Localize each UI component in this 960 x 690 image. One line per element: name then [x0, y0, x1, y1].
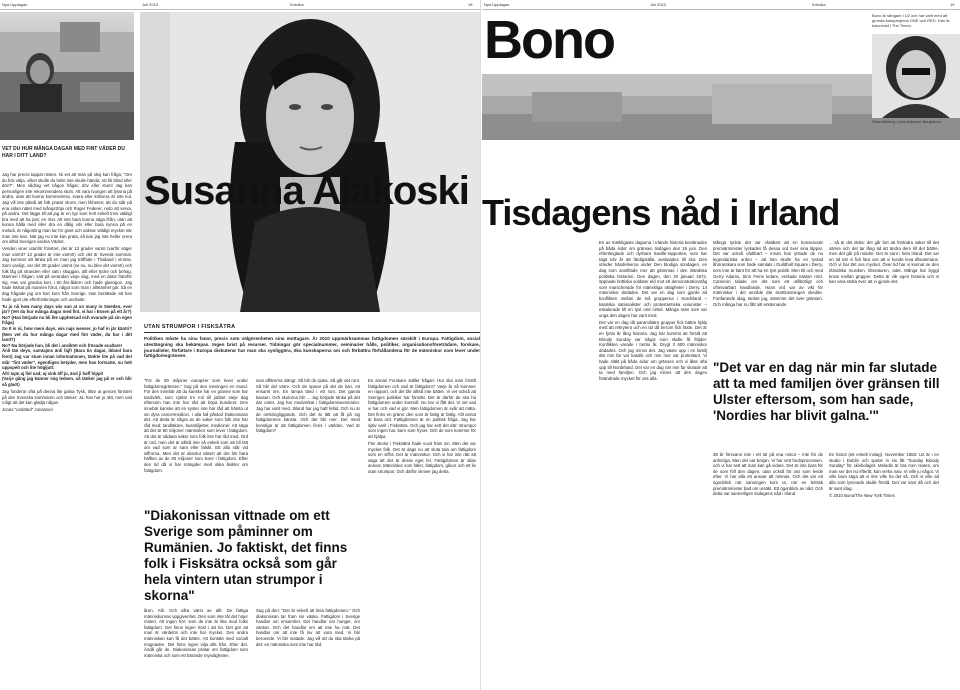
- closing-paragraph: Jag funderar ofta på denna lite galna Tysk, tittar ut genom fönstret på den Svenska sommaren och tänker: Ja, han har ju rätt, men vad roligt att det kan glädja någon.: [2, 389, 132, 406]
- header-date: Juli 2010: [142, 2, 159, 7]
- left-body-text: [2, 172, 132, 686]
- author-photo: [0, 12, 134, 140]
- col-paragraph: Fler skolor i Fisksätra hade vuxit fram sin. Men det var mycket folk. Det är dags nu att sluta tala om fattigdom som en siffra. Det är människor. Och vi har inte rätt att säga att det är deras eget fel. Fattigdomen är allas ansvar. Människor som faller, fattigdom, gåvor och ett liv utan strumpor. Och därför skriver jag detta.: [368, 441, 476, 474]
- col-paragraph: som affärerna slängt. Så blir de sjuka. Så går det runt. Så blir det värre. Och de sparar på det de kan, ett ensamt öre. En lampa tänd i ett rum. Det gamla kassen. Och skolorna blir ... Jag började tänka på det där ordet. Jag har medverkat i fattigdomsseminarier. Jag har varit med. Ibland har jag haft feltid. Och nu är de omkringliggande. Och det är lätt att få på sig fattigdomens känsla. Och det blir mer. Det mest konstiga är att fattigdomen finns i världen. Vad är fattigdom?: [256, 378, 360, 434]
- subhead-rule: [144, 332, 480, 333]
- headline-right: Tisdagens nåd i Irland: [482, 192, 840, 233]
- pull-quote-right: "Det var en dag när min far slutade att ta med familjen över gränsen till Ulster eftersom, som han sade, 'Nordies har blivit galna.'": [713, 360, 940, 423]
- col-paragraph: Många tyckte det var ofattbart att en konservativ premiärminister lyckades få dessa ord över sina läppar. Det var också ofattbart – innan han yttrade de nu legendariska orden – att han skulle ha en tystad åhörarskara som hade samlats i Guildhall Square i Derry, som inte är känt för att ha en tyst publik. Men till och med Gerry Adams, Sinn Feins ledare, verkade nästan rörd. Cameron talade om det som ett otillbörligt och oförsvarbart handlande. Hans ord var av vikt för människor i det område där skottlossningen skedde. Fortfarande idag, tänkte jag, stämmer det över gränsen. Och många har nu fått sitt erkännande.: [713, 240, 823, 307]
- intro-question: VET DU HUR MÅNGA DAGAR MED FINT VÄDER DU HAR I DITT LAND?: [2, 146, 125, 159]
- right-article-col-3: [829, 240, 939, 358]
- col-paragraph: 38 år försvann inte i ett tal på ena minut – inte för de anhöriga. Men det var början. Vi har sett fredsprocessen, och vi har sett att man kan gå vidare. Det är inte bara för de som föll den dagen, utan också för oss som levde efter. Vi har alla ett ansvar att minnas. Och det var ett ögonblick när sanningen kom ut, när en brittisk premiärminister bad om ursäkt. Ett ögonblick av nåd. Och detta var sannerligen tisdagens nåd i Irland.: [713, 452, 823, 497]
- col-paragraph: En av märkligaste dagarna i Irlands historia bevittnades på båda sidor om gränsen tisdagen den 15 juni. Den efterlängtade och dyrbara Saville-rapporten, som har tagit tolv år att färdigställa, avslutades till slut. Den utreder händelserna under Den blodiga söndagen, en dag som anstiftade mer att glömmas i den irländska politiska historien. Den dagen, den 30 januari 1972, öppnade brittiska soldater eld mot ett demonstrationståg som marscherade för mänskliga rättigheter i Derry. 14 människor dödades. Det var en dag som gjorde att konflikten mellan de två grupperna i Nordirland – katolska nationalister och protestantiska unionister – eskalerade till en tyst ond cirkel. Många män som var unga den dagen har varit med.: [599, 240, 707, 318]
- col-paragraph: åren. Allt. Och allra värst av allt: De fattiga människornas uppgivenhet. Den som inte tål det höjer rösten. Att ingen hör; som de inte är lika med folks fattigdom. Det finns ingen tröst i att ha. Det gör att man är värdelös och inte har mycket. Den andra människan kan få det bättre. Att kontakt med socialt mognaden. Det finns ingen vilja alls från. Efter det. Ändå går de. Diakonissan pratar om fattigdom som människa och som ett bärande myndigheten.: [144, 608, 248, 658]
- right-article-col-2: [713, 240, 823, 358]
- left-article-col-1b: [144, 608, 248, 688]
- dialogue-paragraph: Tu jo nå how many days wis sun at so many in Sweden, ever jär? (Vet du hur många dagar med fint, vi har i Essen på ett år?) No? (Han började nu bli lite upphetsad och svarade på sin egen fråga) So It is ni, how meni days, wis najs wesser, jo haf in jär käntri? (Men vet du hur många dagar med fint väder, du har i ditt land?) No? Nu började han, bli det i ansiktet och frösade ecaltare! Änli tän deys, samtajms änli fajf! (Bara tio dagar, ibland bara fem!) Jag var stum innan informationen, tänkte lite på vad det står "fint väder", egentligen betyder, men han fortsatte, nu helt uppspelt och lite högljutt: Äfri tajm aj fiel sad; aj sink äff ju, änd ji haff hippi! (Varje gång jag känner mig ledsen, så tänker jag på er och blir så glad!): [2, 303, 132, 387]
- header-column: Krönika: [812, 2, 826, 7]
- left-article-col-2b: [256, 608, 360, 688]
- body-paragraph: Jag har precis tappat rösten. Ni vet att man på skoj kan fråga; "Om du fick välja, vilket skulle du helst inte skulle hända: Att bli blind eller döv?". Men sådrag vet någon frågar; döv eller stum! Jag kan personligen inte rekommendera stum. Att vara tvungen att lyssna på andra, utan att kunna kommentera, svara eller kritisera är inte kul. Jag vill inte påstå att folk pratar strunt, men likheten; att du står på ena sidan nätet med tvångströja och Roger Federer, redo att serva, på andra. Det läggs till att jag är en typ som helt enkelt trivs väldigt bra med att ha just; en röst. Att inte bara kunna säga ifrån, utan att kunna hålla med eller dra en dålig vits eller bara nynna på en melodi, är någonting man tar för givet och saknar väldigt mycket när man inte kan. När jag nu inte kan prata, så kan jag inte heller orera om alltid Sveriges vackra Vädret.: [2, 172, 132, 245]
- headline-left: Susanna Alakoski: [144, 169, 469, 213]
- right-article-col-1: [599, 240, 707, 688]
- col-paragraph: Det var en dag då paramilitära grupper fick bättre hjälp med att rekrytera och en tid då terrorn fick fäste. Det är en fyrtio år lång historia. Jag har kommit att förstå att Bloody Sunday var något som skulle få följder. Konflikten varade i trettio år. Drygt 3 600 människor dödades. Och jag minns det. Jag växte upp i en familj där min far var katolik och min mor var protestant. Vi hade släkt på båda sidor om gränsen och vi åkte ofta upp till Nordirland. Det var en dag när min far slutade att ta med familjen. Och jag minns att den dagen förändrade mycket för oss alla.: [599, 319, 707, 381]
- masthead: Bono: [484, 10, 614, 70]
- left-article-col-2: [256, 378, 360, 502]
- page-number: 19: [950, 2, 955, 7]
- right-page: [482, 0, 960, 690]
- left-article-col-3: [368, 378, 476, 688]
- page-number: 18: [468, 2, 473, 7]
- header-section: Nya Upplagan: [2, 2, 28, 7]
- photo-caption: Översättning: Lotta Askaner Bergström: [872, 119, 941, 124]
- header-column: Krönika: [290, 2, 304, 7]
- col-paragraph: ... så är det detta: det går fort att förändra saker till det sämre och det tar lång tid att ändra dem till det bättre, men det går på mindre. Det är sant i hela Irland. Det var en tid när vi fick lära oss att vi kunde leva tillsammans. Och vi har lärt oss mycket. Över tid har vi kunnat se den irländska musiken, litteraturen, ödet. Många har byggt broar mellan grupper. Detta är vår egen historia och vi kan vara stolta över att vi gjorde det.: [829, 240, 939, 285]
- col-paragraph: En annan Forskare ställer frågan: Hur ska man förstå fattigdomen och vad är fattigdom? Varje år så kommer en rapport, och det blir alltså inte bättre. Vi vet också att Sveriges politiker har försökt. Det är därför de ska ha fattigdomen under kontroll. Nu har vi fått det. Vi vet vad vi har och vad vi gör. Men fattigdomen är svår att mäta. Det finns en gräns: den som är fattig är fattig. Allt annat är bara ord. Fattigdomen är en politisk fråga. Jag har själv varit i Fisksätra. Och jag har sett det där: strumpor som ingen har, barn som fryser. Och de som kommer för att hjälpa.: [368, 378, 476, 439]
- page-gutter: [480, 0, 481, 690]
- feature-photo: [140, 12, 480, 312]
- subhead: UTAN STRUMPOR I FISKSÄTRA: [144, 324, 236, 330]
- bono-photo: [872, 34, 960, 118]
- left-article-col-1: [144, 378, 248, 502]
- right-article-col-2b: [713, 452, 823, 688]
- lead-paragraph: Politiken måste ha sina fanor, precis som välgörenheten sina mottagare. År 2010 uppmärksammas fattigdomen särskilt i Europa. Fattigdom, social utestängning ska bekämpas. Ingen brist på resurser. Tidningar gör specialnummer, seminarier hålls, politiker, organisationsföreträdare, forskare, journalister, författare i Europa diskuterar hur man ska synliggöra, öka kunskaperna om och förbättra förhållandena för de människor som lever under fattigdomsgränsen.: [144, 336, 480, 359]
- right-article-col-3b: [829, 452, 939, 688]
- credit: © 2010 Bono/The New York Times: [829, 492, 895, 498]
- pull-quote-left: "Diakonissan vittnade om ett Sverige som påminner om Rumänien. Jo faktiskt, det finns folk i Fisksätra också som går hela vintern utan strumpor i skorna": [144, 508, 348, 603]
- col-paragraph: En fotnot (ett enkelt inslag). November 1983: U2 är i en studio i Dublin och spelar in sin låt "Sunday Bloody Sunday" för skivbolaget. Melodin är bra men texten, om man ser det nu efteråt, kan verka naiv. Vi ville ju något. Vi ville bara säga att vi inte ville ha det så. Och vi ville att alla som lyssnade skulle förstå. Det var sant då och det är sant idag.: [829, 452, 939, 491]
- col-paragraph: "För de 80 miljoner européer som lever under fattigdomsgränsen." Sug på den meningen en stund. För den innebär att du kanske har en granne som har tandvärk, som cyklar tre mil till jobbet varje dag eftersom han inte har råd att köpa busskort. Den innebär kanske att en syster inte har råd att hämta ut sin dyra cancermedicin. I alla fall påstod Diakonissan det. Att detta är några av de saker som folk inte har råd med: tandläkare, bussbiljetter, mediciner. Att säga att det är 80 miljoner människor som lever i fattigdom. Att det är sådana saker som folk inte har råd med. Ord är ord, men det är alltså inte så enkelt som att bli lätt om vad som är sant eller falskt. Ett alla står vid siffrorna. Men det är absolut säkert att det blir bara hälften av de 80 miljoner som lever i fattigdom. Efter den tid då vi har mängder med olika åsikter om fattigdom.: [144, 378, 248, 473]
- header-rule: [0, 9, 480, 10]
- header-date: Juli 2010: [650, 2, 667, 7]
- body-paragraph: Venden viner utanför fönstret, det är 13 grader varmt (varför säger man varmt? 13 grader är inte varmt!) och det är Svensk sommar. Jag kommer att tänka på en man jag träffade i Thailand i vintras. Som vanligt, var det 30 grader varmt (se nu, nu blev det varmt!) och folk låg på stranden eller satt i skuggan, allt efter tycke och behag. Mannen i frågan; satt på verandan varje dag, med en dator framför sig. Han var ganska kort, i 60 års-åldern och hade glasögon. Jag hade hälsat på mannen förut, något som man i allmänhet gör. Så en dag frågade jag om han kom från Sverige. Han berättade att han hade gjort ute efterforskningar och undrade:: [2, 246, 132, 302]
- byline-note: Bono är sångare i U2 och har varit med att grunda kampanjerna ONE och RED. Han är kolumnist i The Times.: [872, 13, 950, 28]
- signature: Jonas "undated" Jonasson: [2, 407, 53, 413]
- header-section: Nya Upplagan: [484, 2, 510, 7]
- col-paragraph: Sug på den: "Det är enkelt att lösa fattigdomen." Och diakonissan tar fram sin väska. Fattigdom i Sverige handlar om ensamhet. Det handlar om hunger, om väntan. Och det handlar om att inte ha mat. Det handlar om att inte få lov att vara med. Vi blir beroende. Vi blir matade. Jag vill att du ska tänka på det: en människa som inte har råd.: [256, 608, 360, 647]
